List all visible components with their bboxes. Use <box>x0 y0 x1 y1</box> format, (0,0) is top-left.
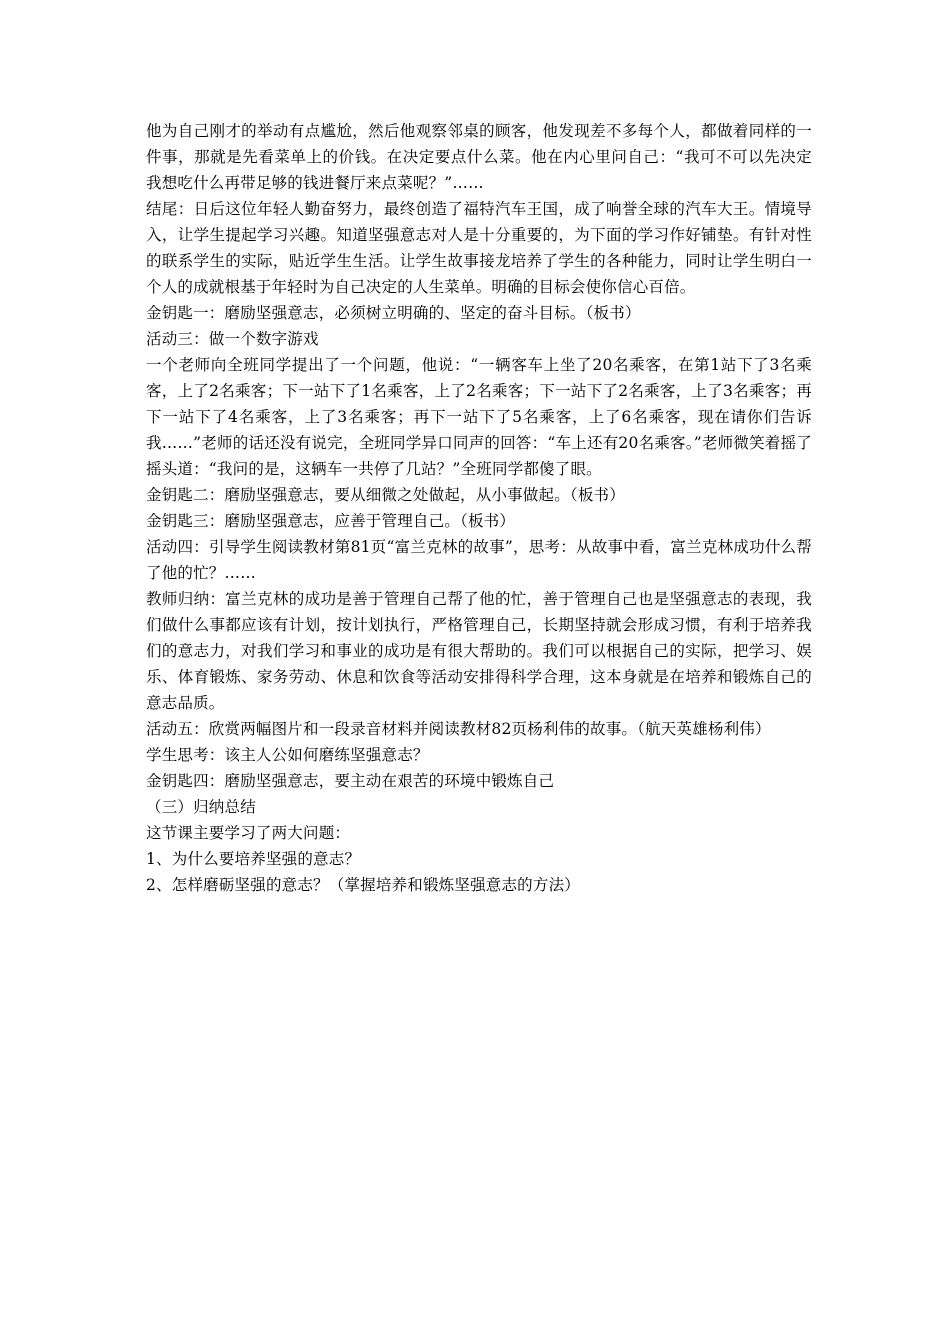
paragraph-activity-4: 活动四：引导学生阅读教材第81页“富兰克林的故事”，思考：从故事中看，富兰克林成功什么帮了他的忙？…… <box>146 538 812 582</box>
paragraph-question-1: 1、为什么要培养坚强的意志？ <box>146 850 361 868</box>
paragraph-lesson-intro: 这节课主要学习了两大问题： <box>146 824 351 842</box>
paragraph-activity-3-heading: 活动三：做一个数字游戏 <box>146 330 319 348</box>
paragraph-activity-5: 活动五：欣赏两幅图片和一段录音材料并阅读教材82页杨利伟的故事。（航天英雄杨利伟） <box>146 720 771 738</box>
document-page <box>146 118 812 898</box>
paragraph-golden-key-1: 金钥匙一：磨励坚强意志，必须树立明确的、坚定的奋斗目标。（板书） <box>146 304 641 322</box>
paragraph-number-game: 一个老师向全班同学提出了一个问题，他说：“一辆客车上坐了20名乘客，在第1站下了3名乘客，上了2名乘客；下一站下了1名乘客，上了2名乘客；下一站下了2名乘客，上了3名乘客；再下一站下了4名乘客，上了3名乘客；再下一站下了5名乘客，上了6名乘客，现在请你们告诉我……”老师的话还没有说完，全班同学异口同声的回答：“车上还有20名乘客。”老师微笑着摇了摇头道：“我问的是，这辆车一共停了几站？”全班同学都傻了眼。 <box>146 356 812 478</box>
paragraph-ending-summary: 结尾：日后这位年轻人勤奋努力，最终创造了福特汽车王国，成了响誉全球的汽车大王。情境导入，让学生提起学习兴趣。知道坚强意志对人是十分重要的，为下面的学习作好铺垫。有针对性的联系学生的实际，贴近学生生活。让学生故事接龙培养了学生的各种能力，同时让学生明白一个人的成就根基于年轻时为自己决定的人生菜单。明确的目标会使你信心百倍。 <box>146 200 812 296</box>
paragraph-student-question: 学生思考：该主人公如何磨练坚强意志？ <box>146 746 429 764</box>
paragraph-question-2: 2、怎样磨砺坚强的意志？（掌握培养和锻炼坚强意志的方法） <box>146 876 580 894</box>
paragraph-golden-key-3: 金钥匙三：磨励坚强意志，应善于管理自己。（板书） <box>146 512 516 530</box>
paragraph-golden-key-2: 金钥匙二：磨励坚强意志，要从细微之处做起，从小事做起。（板书） <box>146 486 625 504</box>
paragraph-section-3-heading: （三）归纳总结 <box>146 798 256 816</box>
paragraph-golden-key-4: 金钥匙四：磨励坚强意志，要主动在艰苦的环境中锻炼自己 <box>146 772 555 790</box>
paragraph-story-continuation: 他为自己刚才的举动有点尴尬，然后他观察邻桌的顾客，他发现差不多每个人，都做着同样的一件事，那就是先看菜单上的价钱。在决定要点什么菜。他在内心里问自己：“我可不可以先决定我想吃什么再带足够的钱进餐厅来点菜呢？”…… <box>146 122 812 192</box>
paragraph-teacher-summary: 教师归纳：富兰克林的成功是善于管理自己帮了他的忙，善于管理自己也是坚强意志的表现，我们做什么事都应该有计划，按计划执行，严格管理自己，长期坚持就会形成习惯，有利于培养我们的意志力，对我们学习和事业的成功是有很大帮助的。我们可以根据自己的实际，把学习、娱乐、体育锻炼、家务劳动、休息和饮食等活动安排得科学合理，这本身就是在培养和锻炼自己的意志品质。 <box>146 590 812 712</box>
